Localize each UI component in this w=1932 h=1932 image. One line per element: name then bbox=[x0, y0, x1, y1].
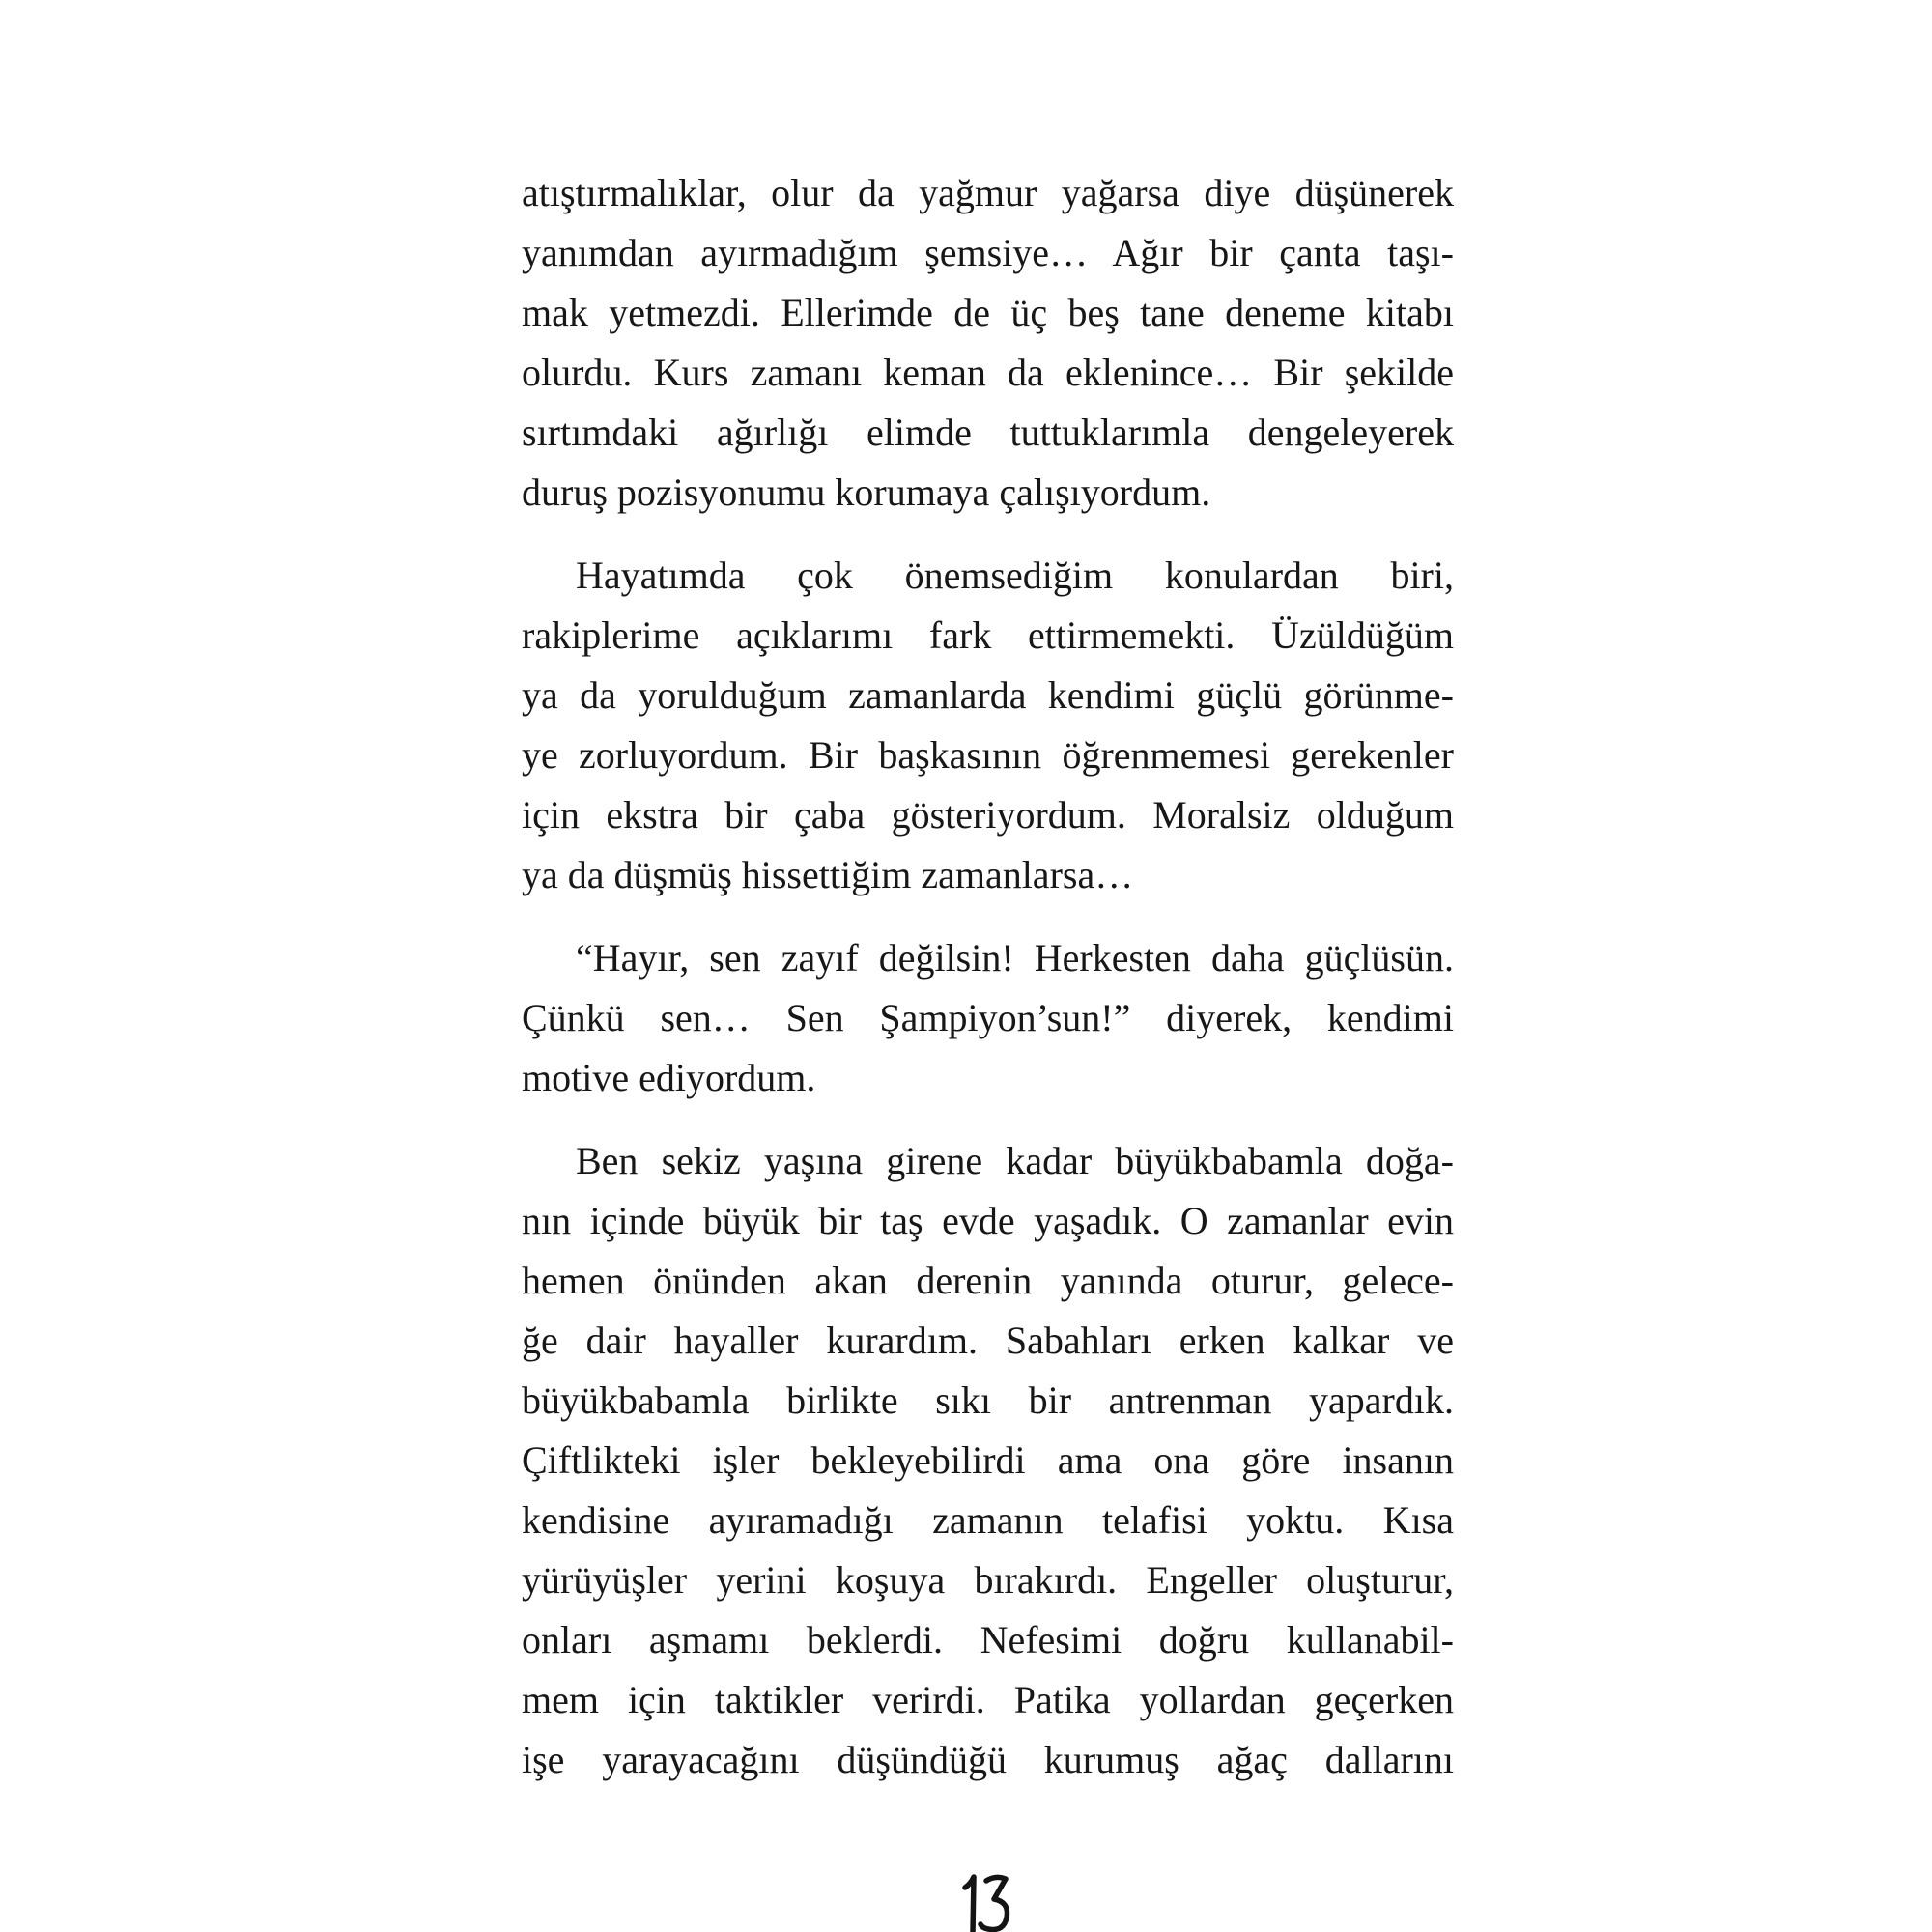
text-line: ya da düşmüş hissettiğim zamanlarsa… bbox=[522, 853, 1134, 896]
text-line: için ekstra bir çaba gösteriyordum. Moralsiz olduğum bbox=[522, 793, 1454, 837]
page-text bbox=[522, 163, 1454, 1790]
text-line: rakiplerime açıklarımı fark ettirmemekti. Üzüldüğüm bbox=[522, 613, 1454, 657]
text-line: hemen önünden akan derenin yanında oturur, gelece- bbox=[522, 1259, 1454, 1302]
text-line: Hayatımda çok önemsediğim konulardan biri, bbox=[576, 554, 1454, 597]
text-line: ğe dair hayaller kurardım. Sabahları erken kalkar ve bbox=[522, 1319, 1454, 1362]
text-line: sırtımdaki ağırlığı elimde tuttuklarımla dengeleyerek bbox=[522, 411, 1454, 454]
page-number bbox=[522, 1872, 1454, 1932]
text-line: işe yarayacağını düşündüğü kurumuş ağaç dallarını bbox=[522, 1738, 1454, 1781]
text-line: mak yetmezdi. Ellerimde de üç beş tane deneme kitabı bbox=[522, 291, 1454, 334]
text-line: onları aşmamı beklerdi. Nefesimi doğru kullanabil- bbox=[522, 1618, 1454, 1662]
text-line: “Hayır, sen zayıf değilsin! Herkesten daha güçlüsün. bbox=[576, 936, 1454, 980]
text-line: kendisine ayıramadığı zamanın telafisi yoktu. Kısa bbox=[522, 1498, 1454, 1542]
text-line: Ben sekiz yaşına girene kadar büyükbabamla doğa- bbox=[576, 1139, 1454, 1182]
paragraph bbox=[522, 1131, 1454, 1790]
text-line: mem için taktikler verirdi. Patika yollardan geçerken bbox=[522, 1678, 1454, 1721]
paragraph bbox=[522, 163, 1454, 523]
text-line: atıştırmalıklar, olur da yağmur yağarsa diye düşünerek bbox=[522, 171, 1454, 214]
text-line: Çiftlikteki işler bekleyebilirdi ama ona göre insanın bbox=[522, 1438, 1454, 1482]
text-line: ye zorluyordum. Bir başkasının öğrenmemesi gerekenler bbox=[522, 733, 1454, 777]
text-line: yanımdan ayırmadığım şemsiye… Ağır bir çanta taşı- bbox=[522, 231, 1454, 274]
paragraph bbox=[522, 928, 1454, 1108]
text-line: yürüyüşler yerini koşuya bırakırdı. Engeller oluşturur, bbox=[522, 1558, 1454, 1602]
text-line: büyükbabamla birlikte sıkı bir antrenman yapardık. bbox=[522, 1378, 1454, 1422]
text-line: Çünkü sen… Sen Şampiyon’sun!” diyerek, kendimi bbox=[522, 996, 1454, 1039]
text-line: duruş pozisyonumu korumaya çalışıyordum. bbox=[522, 470, 1211, 514]
text-line: motive ediyordum. bbox=[522, 1056, 816, 1099]
paragraph bbox=[522, 546, 1454, 905]
page-number-glyph bbox=[957, 1872, 1019, 1932]
text-line: ya da yorulduğum zamanlarda kendimi güçlü görünme- bbox=[522, 673, 1454, 717]
text-line: nın içinde büyük bir taş evde yaşadık. O zamanlar evin bbox=[522, 1199, 1454, 1242]
text-line: olurdu. Kurs zamanı keman da eklenince… Bir şekilde bbox=[522, 351, 1454, 394]
